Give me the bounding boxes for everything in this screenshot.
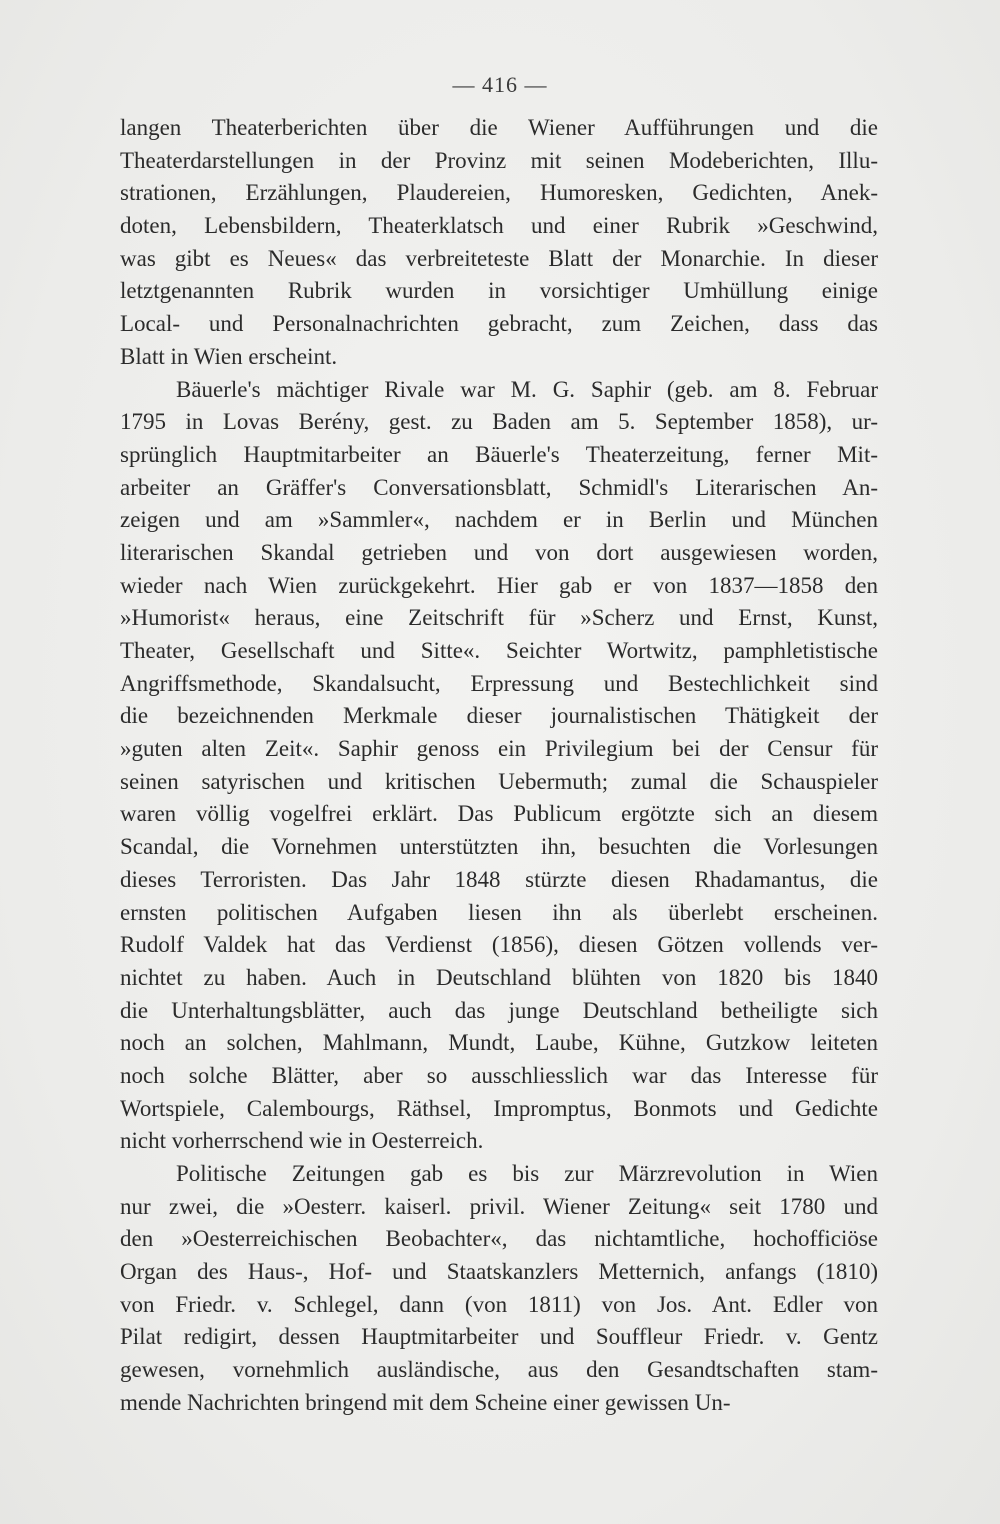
paragraph [120,112,878,374]
text-line: noch solche Blätter, aber so ausschliesslich war das Interesse für [120,1062,878,1088]
text-line: Blatt in Wien erscheint. [120,343,338,369]
body-text [120,112,878,1420]
text-line: 1795 in Lovas Berény, gest. zu Baden am 5. September 1858), ur- [120,409,878,435]
text-line: strationen, Erzählungen, Plaudereien, Humoresken, Gedichten, Anek- [120,180,878,206]
text-line: doten, Lebensbildern, Theaterklatsch und einer Rubrik »Geschwind, [120,213,878,239]
text-line: Politische Zeitungen gab es bis zur Märzrevolution in Wien [176,1161,878,1186]
text-line: letztgenannten Rubrik wurden in vorsichtiger Umhüllung einige [120,278,878,304]
text-line: den »Oesterreichischen Beobachter«, das nichtamtliche, hochofficiöse [120,1226,878,1252]
text-line: Theater, Gesellschaft und Sitte«. Seichter Wortwitz, pamphletistische [120,638,878,663]
text-line: langen Theaterberichten über die Wiener Aufführungen und die [120,115,878,140]
text-line: Angriffsmethode, Skandalsucht, Erpressung und Bestechlichkeit sind [120,670,878,696]
paragraph [120,1158,878,1420]
text-line: waren völlig vogelfrei erklärt. Das Publicum ergötzte sich an diesem [120,801,878,827]
text-line: literarischen Skandal getrieben und von dort ausgewiesen worden, [120,539,878,565]
text-line: nichtet zu haben. Auch in Deutschland blühten von 1820 bis 1840 [120,964,878,990]
text-line: nur zwei, die »Oesterr. kaiserl. privil. Wiener Zeitung« seit 1780 und [120,1193,878,1219]
text-line: Wortspiele, Calembourgs, Räthsel, Impromptus, Bonmots und Gedichte [120,1095,878,1121]
text-line: nicht vorherrschend wie in Oesterreich. [120,1128,484,1154]
text-line: Pilat redigirt, dessen Hauptmitarbeiter und Souffleur Friedr. v. Gentz [120,1324,878,1350]
page-number: — 416 — [452,72,548,97]
text-line: sprünglich Hauptmitarbeiter an Bäuerle's Theaterzeitung, ferner Mit- [120,441,878,467]
text-line: »guten alten Zeit«. Saphir genoss ein Privilegium bei der Censur für [120,736,878,762]
text-line: »Humorist« heraus, eine Zeitschrift für »Scherz und Ernst, Kunst, [120,605,878,631]
text-line: Theaterdarstellungen in der Provinz mit seinen Modeberichten, Illu- [120,147,878,173]
text-line: wieder nach Wien zurückgekehrt. Hier gab er von 1837—1858 den [120,572,878,598]
text-line: arbeiter an Gräffer's Conversationsblatt, Schmidl's Literarischen An- [120,474,878,500]
text-line: ernsten politischen Aufgaben liesen ihn als überlebt erscheinen. [120,899,878,925]
text-line: gewesen, vornehmlich ausländische, aus den Gesandtschaften stam- [120,1357,878,1383]
text-line: seinen satyrischen und kritischen Uebermuth; zumal die Schauspieler [120,768,878,794]
paragraph [120,374,878,1159]
text-line: dieses Terroristen. Das Jahr 1848 stürzte diesen Rhadamantus, die [120,866,878,892]
text-line: Rudolf Valdek hat das Verdienst (1856), diesen Götzen vollends ver- [120,932,878,958]
text-line: Bäuerle's mächtiger Rivale war M. G. Saphir (geb. am 8. Februar [176,376,878,402]
text-line: die Unterhaltungsblätter, auch das junge Deutschland betheiligte sich [120,997,878,1023]
text-line: Organ des Haus-, Hof- und Staatskanzlers Metternich, anfangs (1810) [120,1259,878,1285]
text-line: von Friedr. v. Schlegel, dann (von 1811) von Jos. Ant. Edler von [120,1291,878,1317]
text-line: Scandal, die Vornehmen unterstützten ihn, besuchten die Vorlesungen [120,834,878,860]
text-line: was gibt es Neues« das verbreiteteste Blatt der Monarchie. In dieser [120,245,878,271]
text-line: mende Nachrichten bringend mit dem Scheine einer gewissen Un- [120,1389,731,1415]
text-line: noch an solchen, Mahlmann, Mundt, Laube, Kühne, Gutzkow leiteten [120,1030,878,1056]
text-line: Local- und Personalnachrichten gebracht, zum Zeichen, dass das [120,311,878,337]
text-line: die bezeichnenden Merkmale dieser journalistischen Thätigkeit der [120,703,878,729]
text-line: zeigen und am »Sammler«, nachdem er in Berlin und München [120,507,878,533]
